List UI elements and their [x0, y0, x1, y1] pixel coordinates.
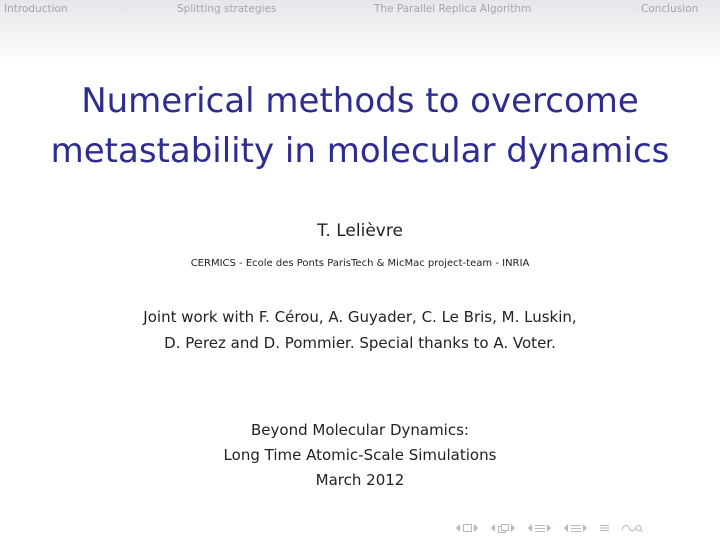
frame-icon[interactable]: [463, 524, 472, 532]
collaborators-line-2: D. Perez and D. Pommier. Special thanks to A. Voter.: [164, 334, 556, 352]
section-icon[interactable]: [535, 524, 545, 533]
title-line-2: metastability in molecular dynamics: [50, 131, 670, 171]
event-line-1: Beyond Molecular Dynamics:: [251, 421, 469, 439]
event-info: [0, 418, 720, 493]
collaborators: [0, 304, 720, 356]
subsection-nav-2[interactable]: [563, 524, 589, 533]
subsection-next-arrow-icon-2[interactable]: [583, 524, 588, 532]
equiv-nav[interactable]: [599, 524, 610, 532]
subsection-prev-arrow-icon[interactable]: [491, 524, 496, 532]
title-line-1: Numerical methods to overcome: [81, 81, 639, 121]
collaborators-line-1: Joint work with F. Cérou, A. Guyader, C. Le Bris, M. Luskin,: [143, 308, 577, 326]
section-navbar: [0, 0, 720, 66]
frame-prev-arrow-icon[interactable]: [456, 524, 461, 532]
beamer-navigation: [455, 522, 654, 534]
section-next-arrow-icon[interactable]: [547, 524, 552, 532]
event-line-3: March 2012: [315, 471, 405, 489]
nav-splitting-strategies[interactable]: Splitting strategies: [177, 3, 277, 15]
author: T. Lelièvre: [317, 221, 403, 241]
section-prev-arrow-icon[interactable]: [528, 524, 533, 532]
nav-parallel-replica[interactable]: The Parallel Replica Algorithm: [374, 3, 532, 15]
frame-nav[interactable]: [455, 524, 480, 532]
search-icon[interactable]: [621, 524, 643, 533]
search-nav[interactable]: [620, 524, 644, 533]
subsection-prev-arrow-icon-2[interactable]: [564, 524, 569, 532]
section-nav[interactable]: [527, 524, 553, 533]
nav-introduction[interactable]: Introduction: [4, 3, 68, 15]
subsection-next-arrow-icon[interactable]: [511, 524, 516, 532]
event-line-2: Long Time Atomic-Scale Simulations: [223, 446, 497, 464]
subsection-nav[interactable]: [490, 524, 517, 533]
subsection-icon-2[interactable]: [571, 524, 581, 533]
frame-next-arrow-icon[interactable]: [474, 524, 479, 532]
slide-title: [0, 76, 720, 176]
nav-conclusion[interactable]: Conclusion: [641, 3, 699, 15]
equiv-icon[interactable]: [600, 524, 609, 532]
affiliation: CERMICS - Ecole des Ponts ParisTech & MicMac project-team - INRIA: [190, 258, 530, 269]
subsection-icon[interactable]: [498, 524, 509, 533]
